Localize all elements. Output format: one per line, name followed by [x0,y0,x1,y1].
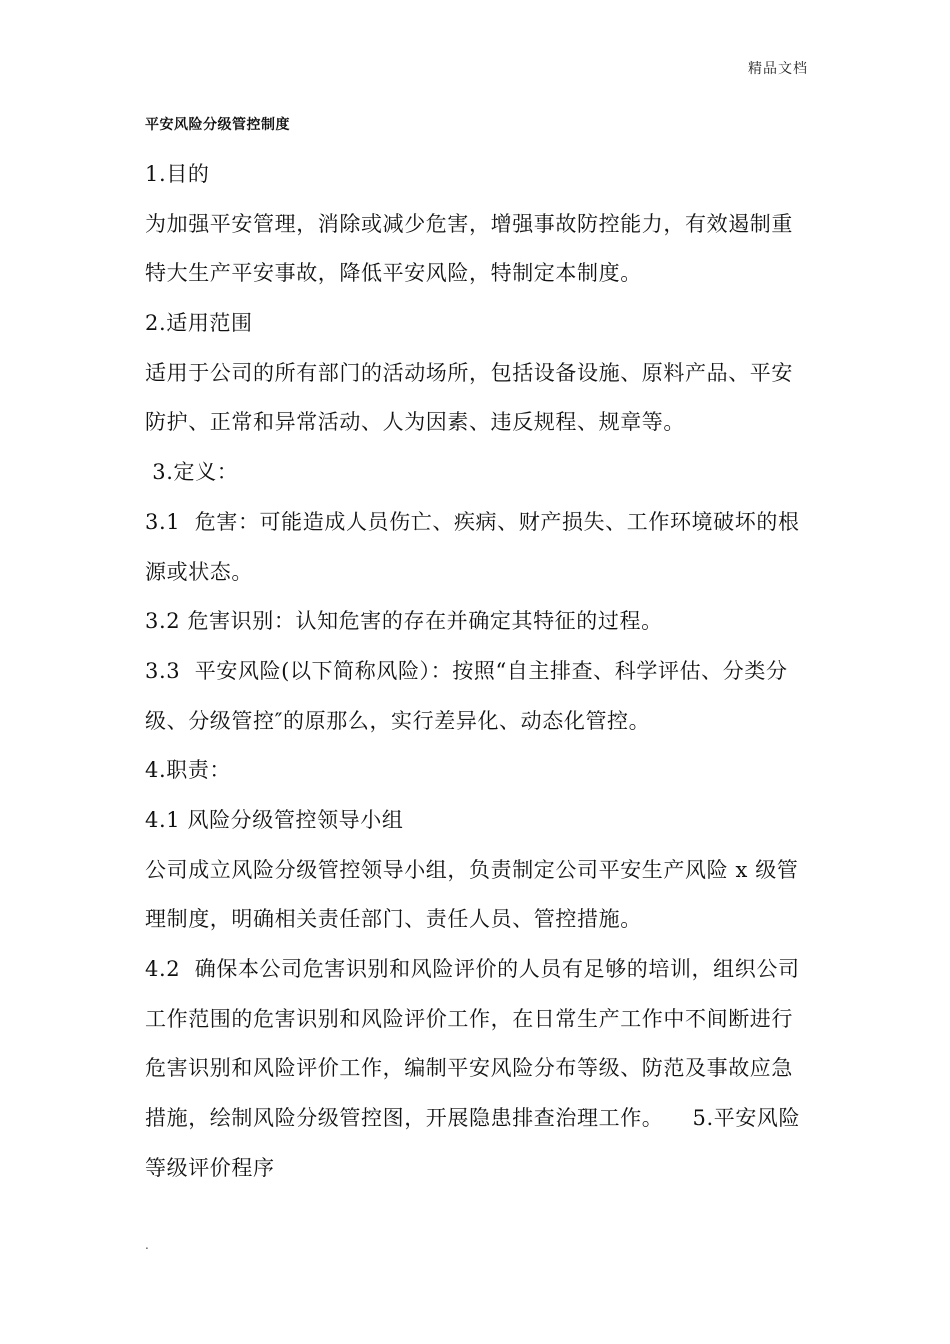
body-line: 4.1 风险分级管控领导小组 [145,807,404,832]
body-line: 级、分级管控″的原那么，实行差异化、动态化管控。 [145,708,651,733]
document-body [145,150,825,1193]
page-header-label: 精品文档 [748,61,808,77]
body-line: 工作范围的危害识别和风险评价工作，在日常生产工作中不间断进行 [145,1006,793,1031]
body-line: 1.目的 [145,162,210,186]
body-line: 措施，绘制风险分级管控图，开展隐患排查治理工作。 5.平安风险 [145,1106,801,1131]
body-line: 3.2 危害识别：认知危害的存在并确定其特征的过程。 [145,609,663,634]
body-line: 4.职责： [145,758,232,783]
body-line: 公司成立风险分级管控领导小组，负责制定公司平安生产风险 x 级管 [145,857,799,882]
body-line: 适用于公司的所有部门的活动场所，包括设备设施、原料产品、平安 [145,360,793,385]
body-line: 防护、正常和异常活动、人为因素、违反规程、规章等。 [145,410,685,435]
body-line: 3.3 平安风险(以下简称风险）：按照“自主排查、科学评估、分类分 [145,658,788,683]
body-line: 3.1 危害：可能造成人员伤亡、疾病、财产损失、工作环境破坏的根 [145,509,800,534]
body-line: 3.定义： [145,460,239,485]
body-line: 4.2 确保本公司危害识别和风险评价的人员有足够的培训，组织公司 [145,957,800,981]
body-line: 2.适用范围 [145,311,253,336]
body-line: 理制度，明确相关责任部门、责任人员、管控措施。 [145,907,642,932]
footer-mark: . [145,1238,149,1252]
body-line: 为加强平安管理，消除或减少危害，增强事故防控能力，有效遏制重 [145,211,793,236]
body-line: 特大生产平安事故，降低平安风险，特制定本制度。 [145,261,642,286]
body-line: 等级评价程序 [145,1155,275,1180]
body-line: 源或状态。 [145,559,253,584]
body-line: 危害识别和风险评价工作，编制平安风险分布等级、防范及事故应急 [145,1056,793,1081]
document-title: 平安风险分级管控制度 [145,117,290,133]
